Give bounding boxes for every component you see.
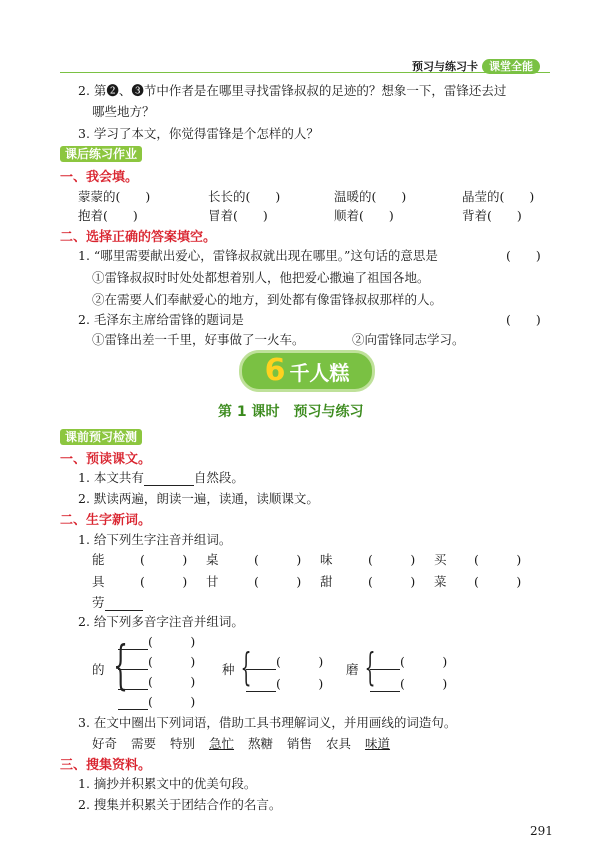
poly-char: 种 <box>222 662 235 677</box>
word-underlined: 急忙 <box>209 736 235 751</box>
char: 桌 <box>206 552 219 567</box>
pinyin-paren[interactable]: ( ) <box>474 552 522 567</box>
word-blank[interactable] <box>246 691 276 692</box>
preview-tag-label: 课前预习检测 <box>60 429 142 445</box>
lesson-banner <box>239 350 375 392</box>
collect-1: 1. 摘抄并积累文中的优美句段。 <box>78 776 257 791</box>
poly-char: 的 <box>92 662 105 677</box>
pinyin-paren[interactable]: ( ) <box>140 552 188 567</box>
newwords-1: 1. 给下列生字注音并组词。 <box>78 532 232 547</box>
lesson-subtitle: 第 1 课时 预习与练习 <box>218 404 364 420</box>
poly-char: 磨 <box>346 662 359 677</box>
brace-icon: { <box>113 636 128 696</box>
word: 需要 <box>131 736 157 751</box>
word-blank[interactable] <box>118 669 148 670</box>
pinyin-paren[interactable]: ( ) <box>148 674 196 689</box>
char: 味 <box>320 552 333 567</box>
poly-line[interactable] <box>370 674 447 692</box>
header-badge: 课堂全能 <box>482 59 540 74</box>
poly-line[interactable] <box>246 674 323 692</box>
word-blank[interactable] <box>370 669 400 670</box>
pinyin-paren[interactable]: ( ) <box>400 676 448 691</box>
lesson-title: 千人糕 <box>289 360 350 385</box>
choice-2-paren: ( ) <box>506 312 541 327</box>
question-2-line1: 2. 第❷、❸节中作者是在哪里寻找雷锋叔叔的足迹的？想象一下，雷锋还去过 <box>78 83 507 98</box>
choice-2-option1: ①雷锋出差一千里，好事做了一火车。 <box>92 332 305 347</box>
homework-tag <box>60 145 142 162</box>
fill-row2-item: 冒着( ) <box>208 208 268 223</box>
choice-1-paren: ( ) <box>506 248 541 263</box>
section-choice-title: 二、选择正确的答案填空。 <box>60 230 217 245</box>
pinyin-paren[interactable]: ( ) <box>254 552 302 567</box>
choice-2: 2. 毛泽东主席给雷锋的题词是 <box>78 312 244 327</box>
preview-tag <box>60 428 142 445</box>
fill-row1-item: 长长的( ) <box>208 189 281 204</box>
choice-1-option1: ①雷锋叔叔时时处处都想着别人，他把爱心撒遍了祖国各地。 <box>92 270 430 285</box>
pinyin-paren[interactable]: ( ) <box>148 634 196 649</box>
preread-2: 2. 默读两遍，朗读一遍，读通，读顺课文。 <box>78 491 319 506</box>
word: 熬糖 <box>248 736 274 751</box>
newwords-2: 2. 给下列多音字注音并组词。 <box>78 614 244 629</box>
char: 买 <box>434 552 447 567</box>
poly-line[interactable] <box>246 652 323 670</box>
choice-2-option2: ②向雷锋同志学习。 <box>352 332 465 347</box>
section-fill-title: 一、我会填。 <box>60 170 139 185</box>
word-blank[interactable] <box>118 689 148 690</box>
poly-line[interactable] <box>118 632 195 650</box>
char-lao <box>92 593 143 611</box>
poly-line[interactable] <box>370 652 447 670</box>
pinyin-paren[interactable]: ( ) <box>276 654 324 669</box>
pinyin-paren[interactable]: ( ) <box>148 654 196 669</box>
word-blank[interactable] <box>105 610 143 611</box>
header-rule <box>60 72 550 73</box>
word: 农具 <box>326 736 352 751</box>
brace-icon: { <box>240 645 252 689</box>
pinyin-paren[interactable]: ( ) <box>140 574 188 589</box>
choice-1-option2: ②在需要人们奉献爱心的地方，到处都有像雷锋叔叔那样的人。 <box>92 292 443 307</box>
section-newwords-title: 二、生字新词。 <box>60 513 152 528</box>
fill-row2-item: 背着( ) <box>462 208 522 223</box>
fill-row1-item: 蒙蒙的( ) <box>78 189 151 204</box>
preread-1 <box>78 468 244 486</box>
pinyin-paren[interactable]: ( ) <box>368 552 416 567</box>
question-3: 3. 学习了本文，你觉得雷锋是个怎样的人？ <box>78 126 319 141</box>
fill-row2-item: 顺着( ) <box>334 208 394 223</box>
fill-row1-item: 晶莹的( ) <box>462 189 535 204</box>
word-blank[interactable] <box>246 669 276 670</box>
brace-icon: { <box>364 645 376 689</box>
word-underlined: 味道 <box>365 736 391 751</box>
poly-line[interactable] <box>118 692 195 710</box>
char: 甜 <box>320 574 333 589</box>
choice-1: 1. “哪里需要献出爱心，雷锋叔叔就出现在哪里。”这句话的意思是 <box>78 248 438 263</box>
char: 菜 <box>434 574 447 589</box>
poly-line[interactable] <box>118 652 195 670</box>
char: 能 <box>92 552 105 567</box>
section-preread-title: 一、预读课文。 <box>60 452 152 467</box>
word-blank[interactable] <box>118 709 148 710</box>
pinyin-paren[interactable]: ( ) <box>254 574 302 589</box>
homework-tag-label: 课后练习作业 <box>60 146 142 162</box>
question-2-line2: 哪些地方？ <box>92 104 155 119</box>
pinyin-paren[interactable]: ( ) <box>368 574 416 589</box>
preread-1-suffix: 自然段。 <box>193 470 244 485</box>
paragraph-count-blank[interactable] <box>144 485 194 486</box>
word: 特别 <box>170 736 196 751</box>
word-blank[interactable] <box>370 691 400 692</box>
pinyin-paren[interactable]: ( ) <box>148 694 196 709</box>
pinyin-paren[interactable]: ( ) <box>474 574 522 589</box>
header-title: 预习与练习卡 <box>412 60 478 73</box>
pinyin-paren[interactable]: ( ) <box>276 676 324 691</box>
page-number: 291 <box>530 824 553 838</box>
word-blank[interactable] <box>118 649 148 650</box>
char: 具 <box>92 574 105 589</box>
newwords-3: 3. 在文中圈出下列词语，借助工具书理解词义，并用画线的词造句。 <box>78 715 457 730</box>
fill-row2-item: 抱着( ) <box>78 208 138 223</box>
pinyin-paren[interactable]: ( ) <box>400 654 448 669</box>
preread-1-prefix: 1. 本文共有 <box>78 470 144 485</box>
word-list <box>92 734 390 752</box>
word: 销售 <box>287 736 313 751</box>
section-collect-title: 三、搜集资料。 <box>60 758 152 773</box>
collect-2: 2. 搜集并积累关于团结合作的名言。 <box>78 797 282 812</box>
fill-row1-item: 温暖的( ) <box>334 189 407 204</box>
word: 好奇 <box>92 736 118 751</box>
lesson-number: 6 <box>264 353 286 388</box>
char: 甘 <box>206 574 219 589</box>
poly-line[interactable] <box>118 672 195 690</box>
char: 劳 <box>92 595 105 610</box>
